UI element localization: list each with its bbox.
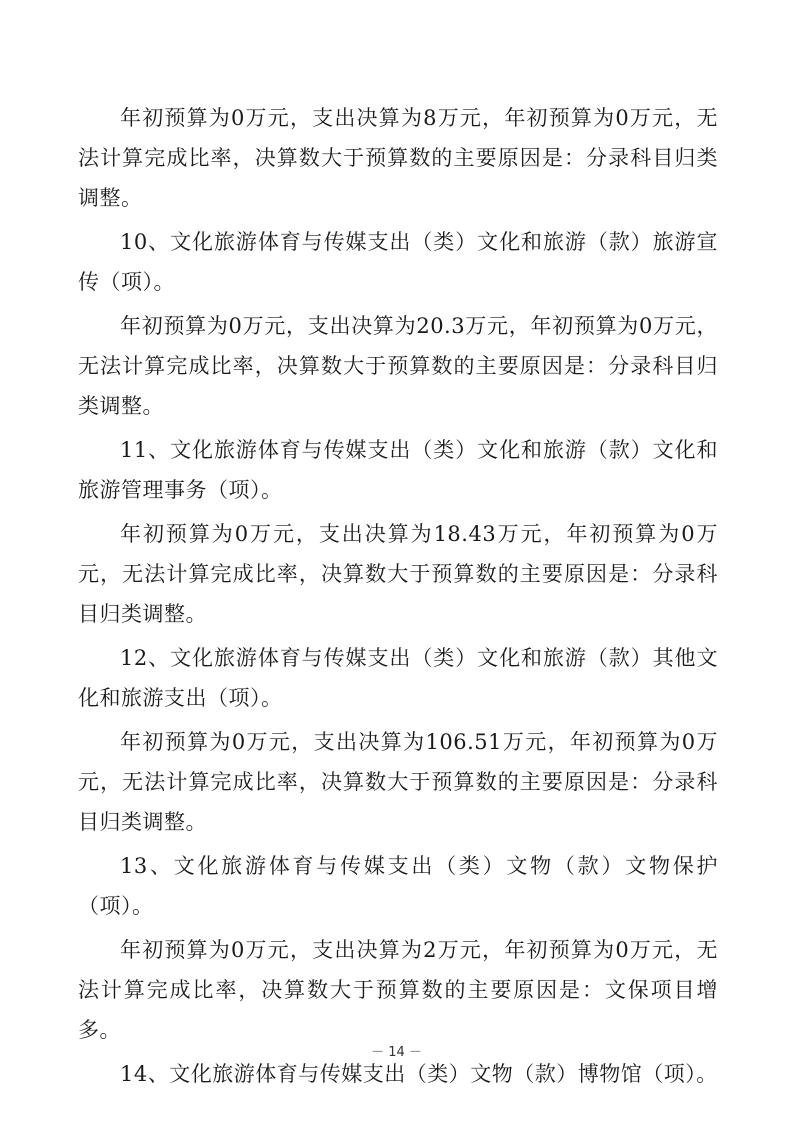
paragraph-continuation: 年初预算为0万元，支出决算为8万元，年初预算为0万元，无法计算完成比率，决算数大于预算数的主要原因是：分录科目归类调整。	[78, 106, 718, 210]
item-detail-13: 年初预算为0万元，支出决算为2万元，年初预算为0万元，无法计算完成比率，决算数大于预算数的主要原因是：文保项目增多。	[78, 938, 718, 1042]
item-heading-11: 11、文化旅游体育与传媒支出（类）文化和旅游（款）文化和旅游管理事务（项）。	[78, 438, 718, 502]
item-detail-11: 年初预算为0万元，支出决算为18.43万元，年初预算为0万元，无法计算完成比率，决算数大于预算数的主要原因是：分录科目归类调整。	[78, 522, 718, 626]
item-heading-12: 12、文化旅游体育与传媒支出（类）文化和旅游（款）其他文化和旅游支出（项）。	[78, 646, 718, 710]
item-heading-13: 13、文化旅游体育与传媒支出（类）文物（款）文物保护（项）。	[78, 854, 718, 918]
item-detail-10: 年初预算为0万元，支出决算为20.3万元，年初预算为0万元，无法计算完成比率，决算数大于预算数的主要原因是：分录科目归类调整。	[78, 314, 718, 418]
item-detail-12: 年初预算为0万元，支出决算为106.51万元，年初预算为0万元，无法计算完成比率，决算数大于预算数的主要原因是：分录科目归类调整。	[78, 730, 718, 834]
page-number: － 14 －	[371, 1045, 422, 1060]
item-heading-14: 14、文化旅游体育与传媒支出（类）文物（款）博物馆（项）。	[120, 1062, 718, 1086]
item-heading-10: 10、文化旅游体育与传媒支出（类）文化和旅游（款）旅游宣传（项）。	[78, 230, 718, 294]
document-body	[78, 98, 718, 1098]
